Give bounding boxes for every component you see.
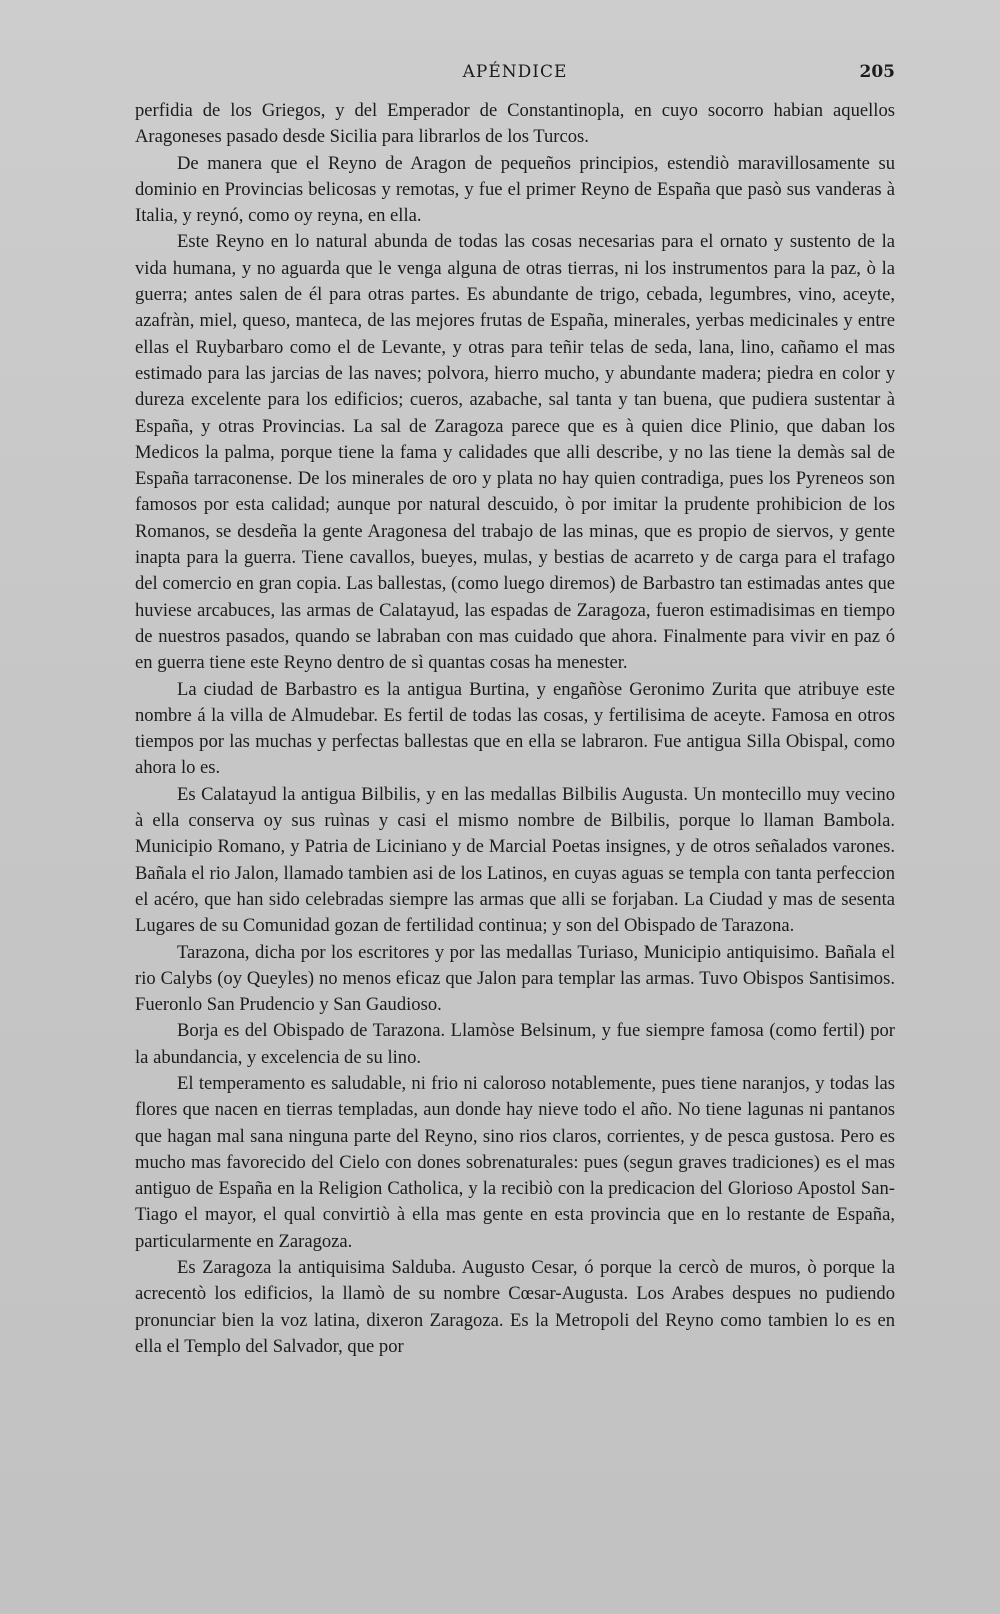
paragraph: El temperamento es saludable, ni frio ni caloroso notablemente, pues tiene naranjos, y todas las flores que nacen en tierras templadas, aun donde hay nieve todo el año. No tiene lagunas ni pantanos que hagan mal sana ninguna parte del Reyno, sino rios claros, corrientes, y de pesca gustosa. Pero es mucho mas favorecido del Cielo con dones sobrenaturales: pues (segun graves tradiciones) es el mas antiguo de España en la Religion Catholica, y la recibiò con la predicacion del Glorioso Apostol San-Tiago el mayor, el qual convirtiò à ella mas gente en esta provincia que en lo restante de España, particularmente en Zaragoza. — [135, 1072, 895, 1252]
paragraph: Es Calatayud la antigua Bilbilis, y en las medallas Bilbilis Augusta. Un montecillo muy vecino à ella conserva oy sus ruìnas y casi el mismo nombre de Bilbilis, porque lo llaman Bambola. Municipio Romano, y Patria de Liciniano y de Marcial Poetas insignes, y de otros señalados varones. Bañala el rio Jalon, llamado tambien asi de los Latinos, en cuyas aguas se templa con tanta perfeccion el acéro, que han sido celebradas siempre las armas que alli se forjaban. La Ciudad y mas de sesenta Lugares de su Comunidad gozan de fertilidad continua; y son del Obispado de Tarazona. — [135, 783, 895, 937]
paragraph: perfidia de los Griegos, y del Emperador de Constantinopla, en cuyo socorro habian aquellos Aragoneses pasado desde Sicilia para librarlos de los Turcos. — [135, 100, 895, 148]
paragraph: De manera que el Reyno de Aragon de pequeños principios, estendiò maravillosamente su dominio en Provincias belicosas y remotas, y fue el primer Reyno de España que pasò sus vanderas à Italia, y reynó, como oy reyna, en ella. — [135, 152, 895, 227]
paragraph: Este Reyno en lo natural abunda de todas las cosas necesarias para el ornato y sustento de la vida humana, y no aguarda que le venga alguna de otras tierras, ni los instrumentos para la paz, ò la guerra; antes salen de él para otras partes. Es abundante de trigo, cebada, legumbres, vino, aceyte, azafràn, miel, queso, manteca, de las mejores frutas de España, minerales, yerbas medicinales y entre ellas el Ruybarbaro como el de Levante, y otras para teñir telas de seda, lana, lino, cañamo el mas estimado para las jarcias de las naves; polvora, hierro mucho, y abundante madera; piedra en color y dureza excelente para los edificios; cueros, azabache, sal tanta y tan buena, que pudiera sustentar à España, y otras Provincias. La sal de Zaragoza parece que es à quien dice Plinio, que daban los Medicos la palma, porque tiene la fama y calidades que alli describe, y no las tiene la demàs sal de España tarraconense. De los minerales de oro y plata no hay quien contradiga, pues los Pyreneos son famosos por esta calidad; aunque por natural descuido, ò por imitar la prudente prohibicion de los Romanos, se desdeña la gente Aragonesa del trabajo de las minas, que es propio de siervos, y gente inapta para la guerra. Tiene cavallos, bueyes, mulas, y bestias de acarreto y de carga para el trafago del comercio en gran copia. Las ballestas, (como luego diremos) de Barbastro tan estimadas antes que huviese arcabuces, las armas de Calatayud, las espadas de Zaragoza, fueron estimadisimas en tiempo de nuestros pasados, quando se labraban con mas cuidado que ahora. Finalmente para vivir en paz ó en guerra tiene este Reyno dentro de sì quantas cosas ha menester. — [135, 231, 895, 674]
paragraph: Borja es del Obispado de Tarazona. Llamòse Belsinum, y fue siempre famosa (como fertil) por la abundancia, y excelencia de su lino. — [135, 1020, 895, 1068]
body-text — [135, 98, 895, 1360]
page-header — [135, 62, 895, 88]
running-title: APÉNDICE — [462, 62, 568, 82]
paragraph: La ciudad de Barbastro es la antigua Burtina, y engañòse Geronimo Zurita que atribuye este nombre á la villa de Almudebar. Es fertil de todas las cosas, y fertilisima de aceyte. Famosa en otros tiempos por las muchas y perfectas ballestas que en ella se labraron. Fue antigua Silla Obispal, como ahora lo es. — [135, 678, 895, 779]
paragraph: Es Zaragoza la antiquisima Salduba. Augusto Cesar, ó porque la cercò de muros, ò porque la acrecentò los edificios, la llamò de su nombre Cœsar-Augusta. Los Arabes despues no pudiendo pronunciar bien la voz latina, dixeron Zaragoza. Es la Metropoli del Reyno como tambien lo es en ella el Templo del Salvador, que por — [135, 1257, 895, 1357]
paragraph: Tarazona, dicha por los escritores y por las medallas Turiaso, Municipio antiquisimo. Bañala el rio Calybs (oy Queyles) no menos eficaz que Jalon para templar las armas. Tuvo Obispos Santisimos. Fueronlo San Prudencio y San Gaudioso. — [135, 941, 895, 1016]
page-number: 205 — [859, 62, 895, 82]
